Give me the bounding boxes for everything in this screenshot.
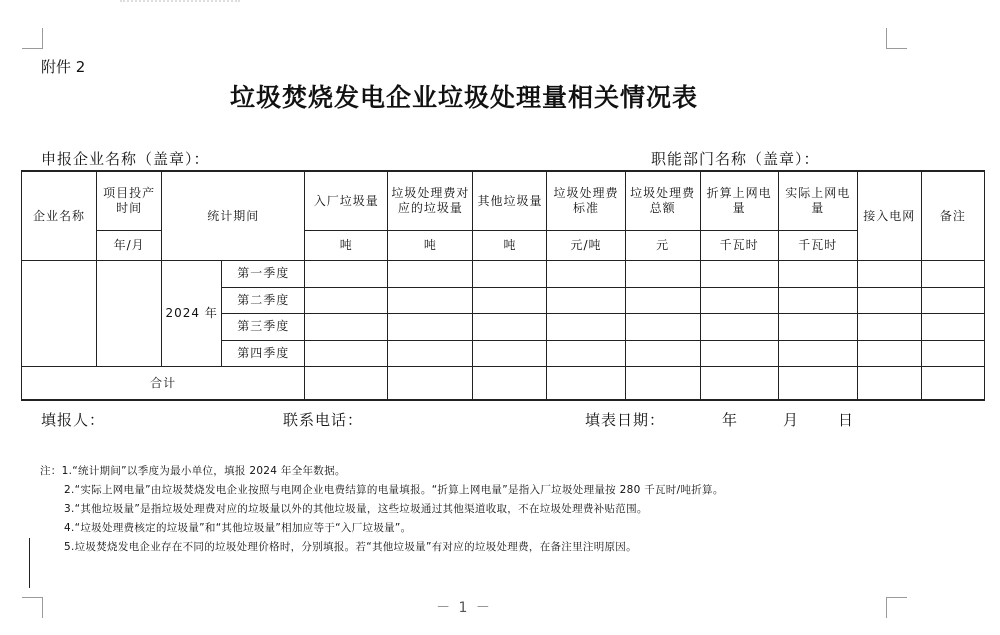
cell[interactable]: [473, 261, 547, 288]
note-item: 3.“其他垃圾量”是指垃圾处理费对应的垃圾量以外的其他垃圾量，这些垃圾通过其他渠道收取，不在垃圾处理费补贴范围。: [64, 503, 648, 515]
note-item: 2.“实际上网电量”由垃圾焚烧发电企业按照与电网企业电费结算的电量填报。“折算上网电量”是指入厂垃圾处理量按 280 千瓦时/吨折算。: [64, 484, 724, 496]
cell[interactable]: [305, 287, 388, 314]
cell[interactable]: [921, 261, 984, 288]
cell[interactable]: [305, 314, 388, 341]
cell[interactable]: [625, 367, 700, 400]
margin-bar: [29, 538, 30, 588]
cell[interactable]: [921, 314, 984, 341]
cell[interactable]: [388, 287, 473, 314]
quarter-label: 第一季度: [222, 261, 305, 288]
cell[interactable]: [700, 367, 778, 400]
cell[interactable]: [921, 287, 984, 314]
cell[interactable]: [700, 314, 778, 341]
cell[interactable]: [857, 261, 921, 288]
cell[interactable]: [388, 340, 473, 367]
header-company-name: 企业名称: [22, 172, 97, 261]
cell[interactable]: [625, 314, 700, 341]
table-bottom-border: [21, 399, 985, 401]
page-title: 垃圾焚烧发电企业垃圾处理量相关情况表: [229, 83, 698, 112]
cell[interactable]: [473, 314, 547, 341]
note-item: 4.“垃圾处理费核定的垃圾量”和“其他垃圾量”相加应等于“入厂垃圾量”。: [64, 522, 412, 534]
header-intake: 入厂垃圾量: [305, 172, 388, 231]
note-item: 注：1.“统计期间”以季度为最小单位，填报 2024 年全年数据。: [40, 465, 346, 477]
cell[interactable]: [857, 314, 921, 341]
cell-production-time[interactable]: [97, 261, 162, 367]
cell[interactable]: [547, 367, 625, 400]
date-day-label: 日: [838, 411, 855, 429]
filler-label: 填报人：: [41, 411, 106, 429]
phone-label: 联系电话：: [283, 411, 364, 429]
cell[interactable]: [305, 261, 388, 288]
cell[interactable]: [388, 314, 473, 341]
header-other: 其他垃圾量: [473, 172, 547, 231]
department-label: 职能部门名称（盖章）：: [651, 150, 820, 168]
cell[interactable]: [547, 261, 625, 288]
cell[interactable]: [473, 340, 547, 367]
header-converted-power: 折算上网电量: [700, 172, 778, 231]
year-label: 2024 年: [162, 261, 222, 367]
header-fee-matched: 垃圾处理费对应的垃圾量: [388, 172, 473, 231]
statistics-table: [21, 171, 985, 400]
cell[interactable]: [700, 261, 778, 288]
cell[interactable]: [547, 314, 625, 341]
cell-company-name[interactable]: [22, 261, 97, 367]
notes: [40, 462, 724, 557]
crop-mark-top-left: [22, 28, 43, 49]
cell[interactable]: [388, 367, 473, 400]
header-actual-power: 实际上网电量: [778, 172, 857, 231]
page-number: － 1 －: [436, 600, 492, 616]
date-month-label: 月: [783, 411, 800, 429]
header-production-time: 项目投产时间: [97, 172, 162, 231]
quarter-label: 第二季度: [222, 287, 305, 314]
total-row: [22, 367, 985, 400]
unit-fee-matched: 吨: [388, 231, 473, 261]
cell[interactable]: [700, 287, 778, 314]
quarter-label: 第三季度: [222, 314, 305, 341]
cell[interactable]: [547, 287, 625, 314]
cell[interactable]: [473, 287, 547, 314]
crop-mark-top-right: [886, 28, 907, 49]
cell[interactable]: [921, 340, 984, 367]
cell[interactable]: [473, 367, 547, 400]
applicant-label: 申报企业名称（盖章）：: [41, 150, 210, 168]
header-fee-standard: 垃圾处理费标准: [547, 172, 625, 231]
note-item: 5.垃圾焚烧发电企业存在不同的垃圾处理价格时，分别填报。若“其他垃圾量”有对应的垃圾处理费，在备注里注明原因。: [64, 541, 637, 553]
date-label: 填表日期：: [585, 411, 666, 429]
cell[interactable]: [778, 367, 857, 400]
unit-fee-standard: 元/吨: [547, 231, 625, 261]
cell[interactable]: [857, 340, 921, 367]
cell[interactable]: [700, 340, 778, 367]
table-top-border: [21, 170, 985, 172]
header-stat-period: 统计期间: [162, 172, 305, 261]
cell[interactable]: [857, 367, 921, 400]
cell[interactable]: [921, 367, 984, 400]
total-label: 合计: [22, 367, 305, 400]
cell[interactable]: [778, 340, 857, 367]
table-row: [22, 261, 985, 288]
cell[interactable]: [625, 287, 700, 314]
header-remarks: 备注: [921, 172, 984, 261]
cell[interactable]: [625, 340, 700, 367]
cell[interactable]: [778, 314, 857, 341]
unit-other: 吨: [473, 231, 547, 261]
cell[interactable]: [305, 340, 388, 367]
unit-production-time: 年/月: [97, 231, 162, 261]
unit-intake: 吨: [305, 231, 388, 261]
cell[interactable]: [625, 261, 700, 288]
cell[interactable]: [388, 261, 473, 288]
cell[interactable]: [778, 261, 857, 288]
unit-fee-total: 元: [625, 231, 700, 261]
cell[interactable]: [857, 287, 921, 314]
cell[interactable]: [547, 340, 625, 367]
annex-label: 附件 2: [41, 58, 86, 76]
cell[interactable]: [305, 367, 388, 400]
date-year-label: 年: [722, 411, 739, 429]
header-fee-total: 垃圾处理费总额: [625, 172, 700, 231]
unit-actual-power: 千瓦时: [778, 231, 857, 261]
top-decoration: [120, 0, 240, 6]
unit-converted-power: 千瓦时: [700, 231, 778, 261]
quarter-label: 第四季度: [222, 340, 305, 367]
header-grid: 接入电网: [857, 172, 921, 261]
cell[interactable]: [778, 287, 857, 314]
